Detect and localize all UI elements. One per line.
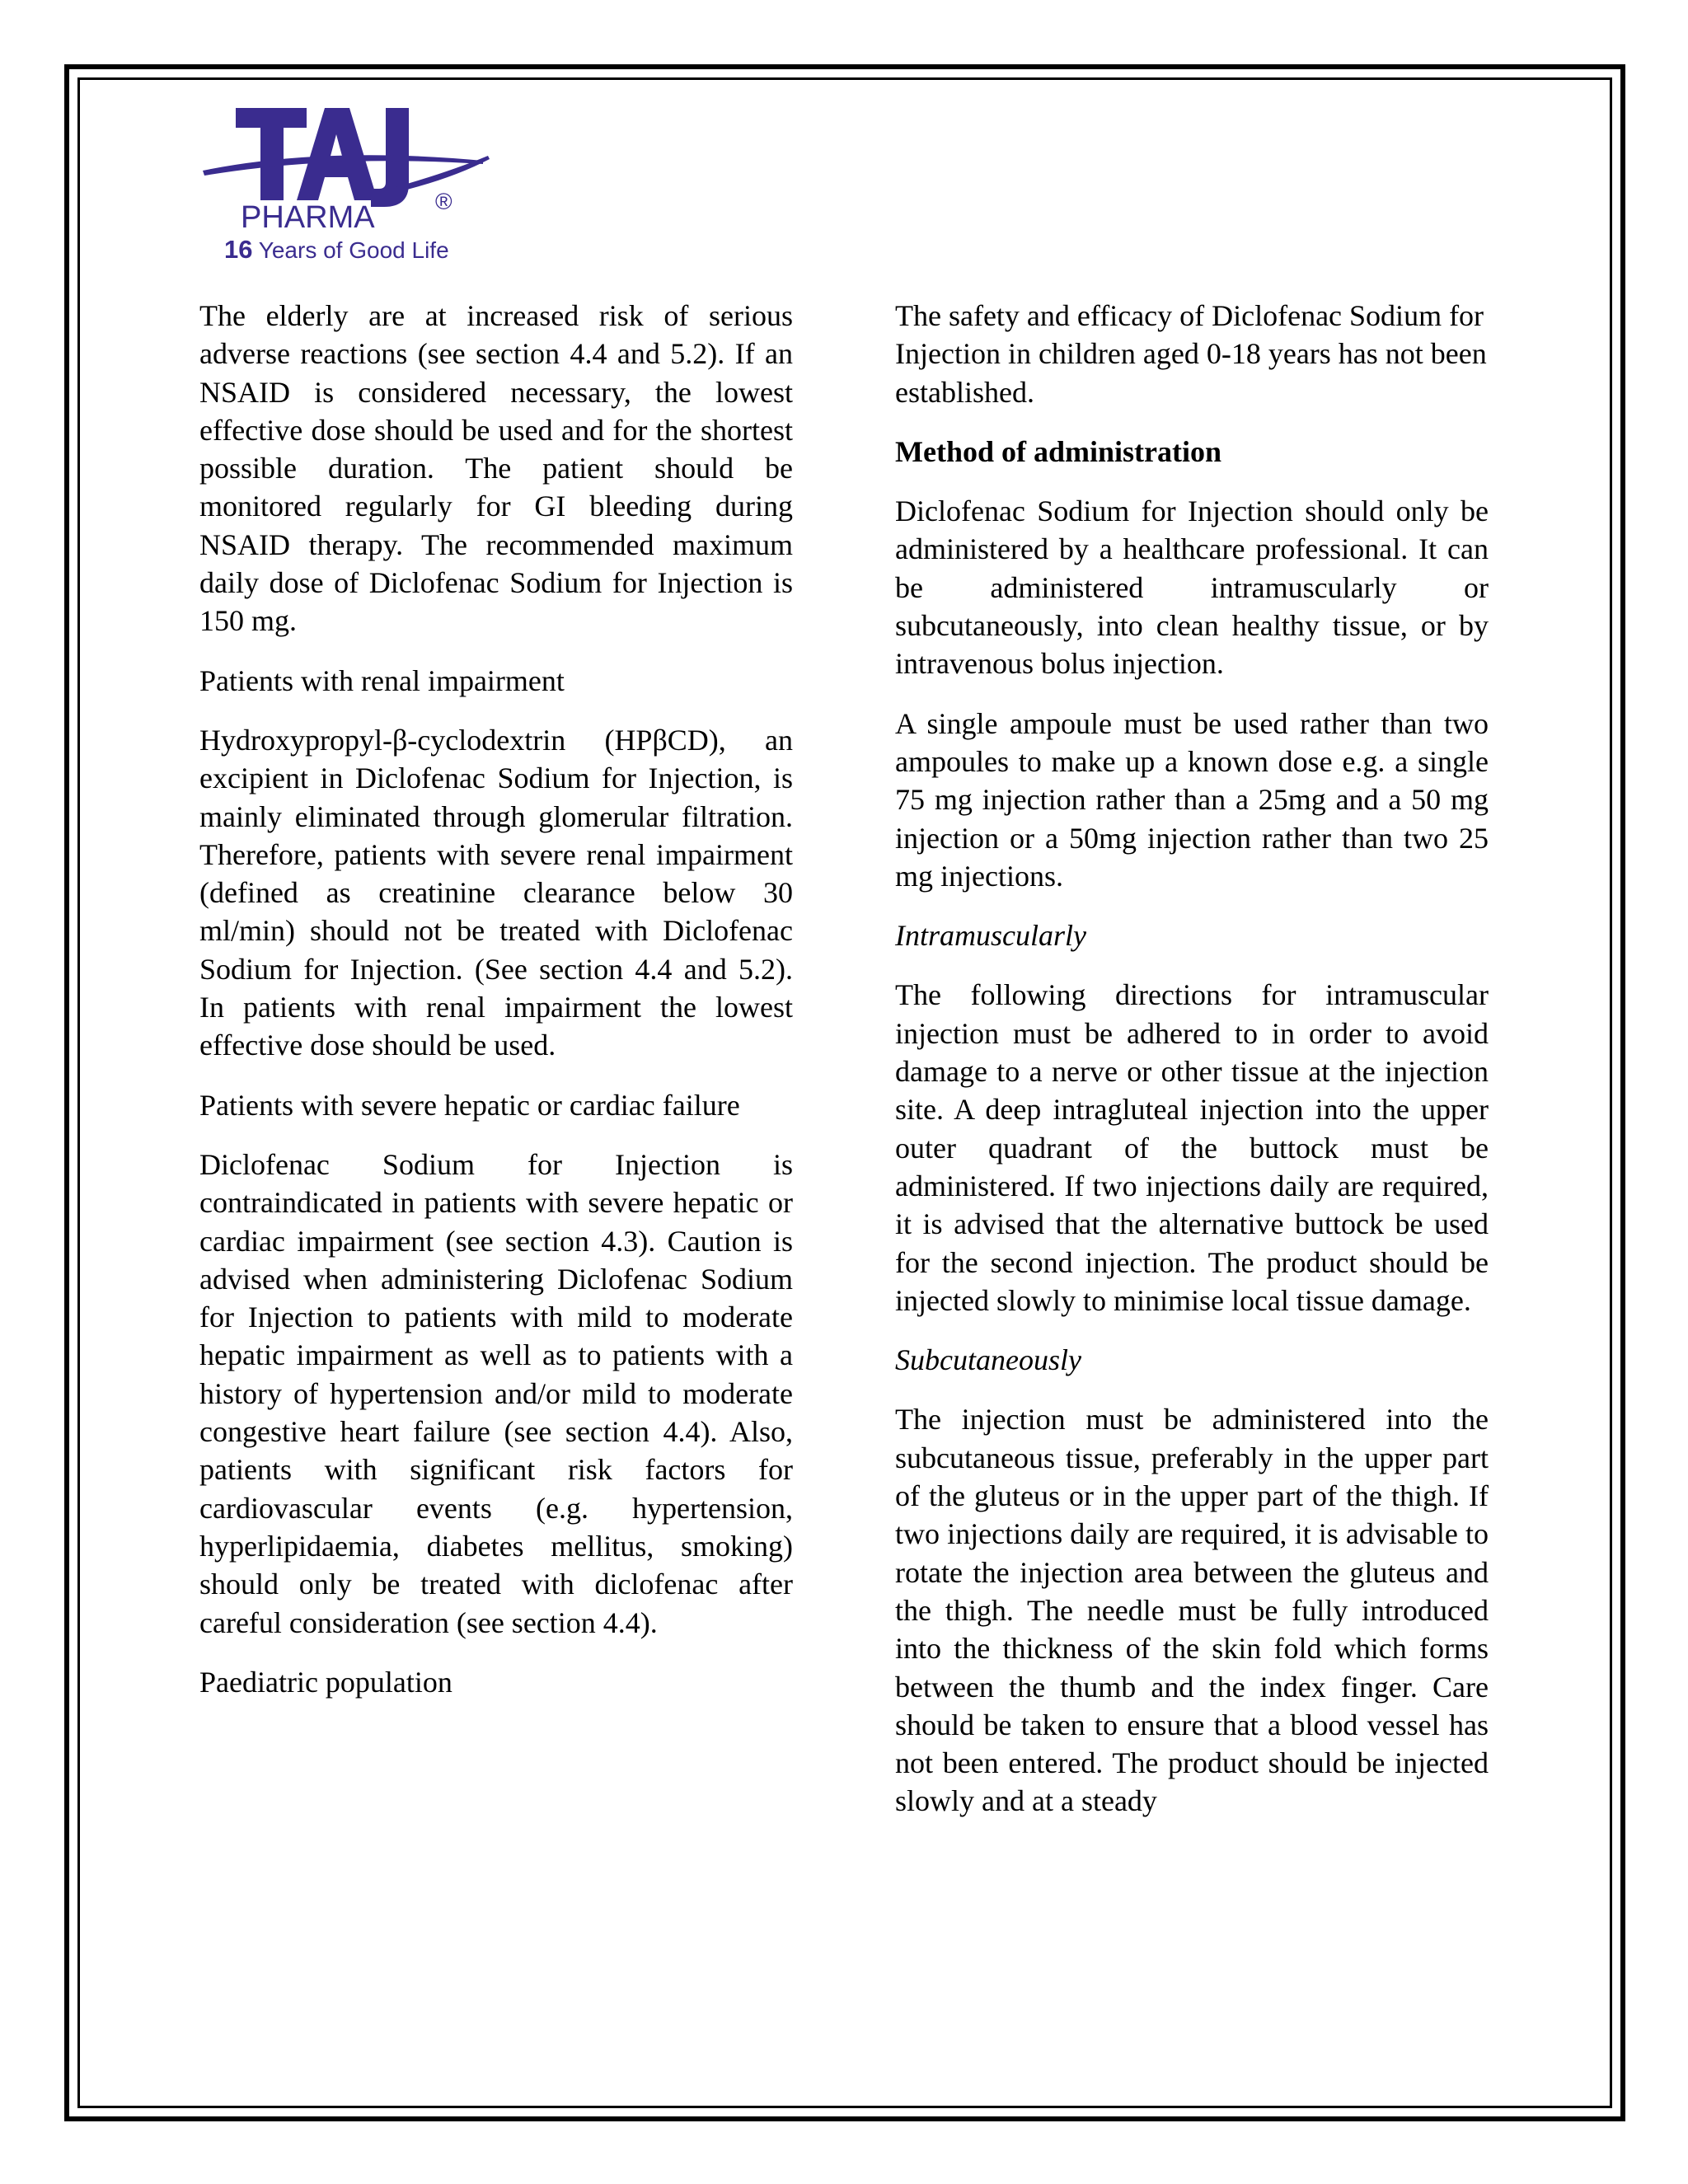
tagline-text: Years of Good Life bbox=[252, 237, 449, 263]
method-of-administration-heading: Method of administration bbox=[895, 434, 1221, 468]
renal-impairment-paragraph: Hydroxypropyl-β-cyclodextrin (HPβCD), an excipient in Diclofenac Sodium for Injection, is mainly eliminated through glomerular filtration. Therefore, patients with severe renal impairment (defined as creatinine clearance below 30 ml/min) should not be treated with Diclofenac Sodium for Injection. (See section 4.4 and 5.2). In patients with renal impairment the lowest effective dose should be used. bbox=[199, 723, 793, 1062]
administration-paragraph: Diclofenac Sodium for Injection should only be administered by a healthcare professional. It can be administered intramuscularly or subcutaneously, into clean healthy tissue, or by intravenous bolus injection. bbox=[895, 494, 1489, 681]
elderly-paragraph: The elderly are at increased risk of serious adverse reactions (see section 4.4 and 5.2). If an NSAID is considered necessary, the lowest effective dose should be used and for the shortest possible duration. The patient should be monitored regularly for GI bleeding during NSAID therapy. The recommended maximum daily dose of Diclofenac Sodium for Injection is 150 mg. bbox=[199, 299, 793, 638]
right-column bbox=[895, 297, 1489, 1842]
tagline-number: 16 bbox=[224, 235, 253, 264]
hepatic-cardiac-heading: Patients with severe hepatic or cardiac failure bbox=[199, 1088, 740, 1122]
subcutaneously-heading: Subcutaneously bbox=[895, 1343, 1081, 1377]
taj-logo-mark bbox=[201, 103, 498, 210]
registered-mark: ® bbox=[435, 189, 452, 214]
taj-pharma-logo bbox=[201, 103, 498, 268]
intramuscularly-heading: Intramuscularly bbox=[895, 919, 1086, 953]
subcutaneous-paragraph: The injection must be administered into the subcutaneous tissue, preferably in the upper part of the gluteus or in the upper part of the thigh. If two injections daily are required, it is advisable to rotate the injection area between the gluteus and the thigh. The needle must be fully introduced into the thickness of the skin fold which forms between the thumb and the index finger. Care should be taken to ensure that a blood vessel has not been entered. The product should be injected slowly and at a steady bbox=[895, 1403, 1489, 1818]
left-column bbox=[199, 297, 793, 1722]
intramuscular-paragraph: The following directions for intramuscular injection must be adhered to in order to avoid damage to a nerve or other tissue at the injection site. A deep intragluteal injection into the upper outer quadrant of the buttock must be administered. If two injections daily are required, it is advised that the alternative buttock be used for the second injection. The product should be injected slowly to minimise local tissue damage. bbox=[895, 978, 1489, 1317]
renal-impairment-heading: Patients with renal impairment bbox=[199, 663, 565, 697]
single-ampoule-paragraph: A single ampoule must be used rather than two ampoules to make up a known dose e.g. a single 75 mg injection rather than a 25mg and a 50 mg injection or a 50mg injection rather than two 25 mg injections. bbox=[895, 706, 1489, 893]
logo-tagline bbox=[224, 235, 449, 265]
paediatric-paragraph: The safety and efficacy of Diclofenac Sodium for Injection in children aged 0-18 years has not been established. bbox=[895, 299, 1487, 409]
logo-brand-text: PHARMA bbox=[241, 200, 375, 235]
paediatric-heading: Paediatric population bbox=[199, 1665, 452, 1699]
hepatic-cardiac-paragraph: Diclofenac Sodium for Injection is contraindicated in patients with severe hepatic or cardiac impairment (see section 4.3). Caution is advised when administering Diclofenac Sodium for Injection to patients with mild to moderate hepatic impairment as well as to patients with a history of hypertension and/or mild to moderate congestive heart failure (see section 4.4). Also, patients with significant risk factors for cardiovascular events (e.g. hypertension, hyperlipidaemia, diabetes mellitus, smoking) should only be treated with diclofenac after careful consideration (see section 4.4). bbox=[199, 1147, 793, 1639]
